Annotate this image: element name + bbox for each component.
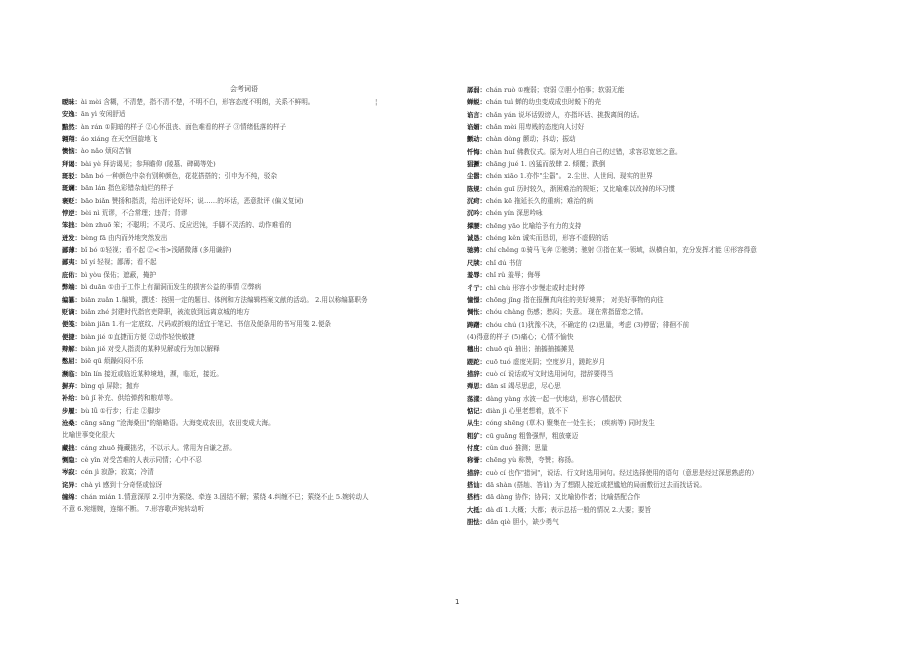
entry-line	[62, 355, 447, 367]
entry-line	[467, 133, 859, 145]
entry-word: 谄言：	[467, 111, 486, 119]
entry-line	[467, 393, 859, 405]
entry-definition: áo xiáng 在天空回旋地飞	[80, 135, 158, 144]
entry-word: 诚恳：	[467, 235, 486, 243]
entry-line	[467, 306, 859, 318]
page-number: 1	[455, 598, 460, 606]
entry-word: 穗出：	[467, 346, 486, 354]
entry-word: 搭讪：	[467, 482, 486, 489]
entry-definition: dā shàn (搭赸、答讪) 为了想跟人接近或把尴尬的局面敷衍过去而找话说。	[485, 481, 706, 489]
entry-definition: diàn jì 心里老想着，放不下	[485, 406, 569, 415]
entry-word: 鄙薄：	[62, 247, 81, 255]
entry-word: 斑斓：	[62, 185, 81, 193]
entry-line	[62, 454, 447, 466]
entry-line	[62, 368, 447, 380]
entry-definition: bù lǚ ①行步；行走 ②脚步	[80, 406, 161, 415]
entry-definition: chán mián 1.情意深厚 2.引申为萦绕、牵连 3.固结不解；萦绕 4.纠缠不已；萦绕不止 5.婉转动人	[80, 493, 369, 501]
entry-definition: dàng yàng 水波一起一伏地动，形容心情起伏	[485, 394, 622, 403]
entry-definition: chǎn yán 说坏话毁谤人，亦指坏话、挑拨离间的话。	[485, 110, 644, 119]
entry-definition: cǔn duó 推测；思量	[485, 443, 548, 452]
cursor-mark: ¦	[375, 98, 378, 106]
entry-line	[467, 257, 859, 269]
entry-line	[467, 282, 859, 294]
entry-line	[62, 343, 447, 355]
entry-line	[62, 294, 447, 306]
entry-definition: chǎn mèi 用卑贱的态度向人讨好	[485, 123, 585, 132]
entry-word: 谄媚：	[467, 124, 486, 132]
entry-definition: chéng kěn 诚实而恳切，形容不虚假的话	[485, 234, 609, 243]
entry-line	[467, 158, 859, 170]
entry-word: 尘嚣：	[467, 173, 486, 181]
entry-word: 孱弱：	[467, 87, 486, 94]
entry-word: 笨拙：	[62, 222, 81, 230]
entry-line	[62, 331, 447, 343]
entry-line	[467, 442, 859, 454]
entry-word: 辩解：	[62, 345, 81, 353]
entry-definition: bìng qì 屏除；抛弃	[80, 381, 140, 390]
entry-definition: bì duān ①由于工作上有漏洞而发生的损害公益的事情 ②弊病	[80, 283, 262, 292]
entry-definition: chóu chàng 伤感；愁闷；失意。 现在常指留恋之情。	[485, 308, 648, 317]
entry-line	[62, 145, 447, 157]
entry-definition: cóng shēng (草木) 聚集在一处生长； (疾病等) 同时发生	[485, 419, 655, 428]
entry-word: 称誉：	[467, 457, 486, 465]
entry-definition: bīn lín 接近或临近某种境地，濒，临近，接近。	[80, 369, 223, 378]
entry-line	[62, 429, 447, 441]
entry-line	[467, 294, 859, 306]
entry-word: 颤动：	[467, 136, 486, 144]
entry-line	[467, 109, 859, 121]
entry-definition: bài yè 拜访谒见；参拜瞻仰 (陵墓、碑碣等处)	[80, 159, 216, 168]
entry-word: 付度：	[467, 444, 486, 452]
entry-word: 驰骋：	[467, 247, 486, 255]
entry-word: 沉疴：	[467, 198, 486, 206]
entry-line	[467, 491, 859, 503]
entry-definition: bèng fā 由内而外地突然发出	[80, 233, 168, 242]
entry-definition: bān bó 一种颜色中杂有别种颜色，花花搭搭的；引申为不纯，驳杂	[80, 172, 278, 181]
entry-line	[62, 417, 447, 429]
entry-word: 沧桑：	[62, 419, 81, 427]
entry-word: 惆怅：	[467, 309, 486, 317]
entry-word: 憋屈：	[62, 358, 81, 366]
entry-definition: chì chù 形容小步慢走或时走时停	[485, 283, 585, 292]
left-column	[62, 96, 447, 516]
document-title: 会考词语	[230, 85, 258, 93]
entry-definition: biàn jiě 对受人指责的某种见解或行为加以解释	[80, 344, 220, 353]
entry-line	[62, 219, 447, 231]
entry-definition: chēng yāo 比喻给予有力的支持	[485, 221, 582, 230]
entry-line	[62, 170, 447, 182]
entry-definition: chāng jué 1. 凶猛而放肆 2. 倾覆；跌倒	[485, 160, 606, 169]
entry-line	[467, 146, 859, 158]
entry-definition: 比喻世事变化很大	[62, 431, 115, 440]
entry-line	[467, 454, 859, 466]
entry-line	[62, 491, 447, 503]
entry-word: 尺牍：	[467, 259, 486, 267]
entry-line	[62, 380, 447, 392]
entry-definition: cū guǎng 粗鲁强悍，粗放豪迈	[485, 431, 579, 440]
entry-definition: chàn huǐ 佛教仪式。原为对人坦白自己的过错，求容忍宽恕之意。	[485, 147, 682, 156]
entry-word: 荡漾：	[467, 395, 486, 403]
entry-line	[62, 306, 447, 318]
entry-definition: cuō tuó 虚度光阴；空度岁月，蹉跎岁月	[485, 357, 606, 366]
entry-line	[62, 182, 447, 194]
entry-definition: chán ruò ①瘦弱；衰弱 ②胆小怕事；软弱无能	[485, 86, 625, 94]
entry-line	[62, 392, 447, 404]
entry-word: 殚思：	[467, 383, 486, 391]
entry-definition: ān yì 安闲舒适	[80, 110, 126, 119]
entry-definition: chàn dòng 颤动；抖动；振动	[485, 135, 576, 144]
entry-definition: biǎn zhé 封建时代指官吏降职，被流放到远离京城的地方	[80, 307, 250, 316]
entry-definition: chán tuì 蝉的幼虫变成成虫时蜕下的壳	[485, 98, 601, 107]
entry-definition: chēng yù 称赞，夸赞；称扬。	[485, 456, 578, 465]
entry-line	[467, 232, 859, 244]
entry-line	[62, 96, 447, 108]
entry-word: 憧憬：	[467, 296, 486, 304]
entry-word: 彳亍：	[467, 284, 486, 292]
entry-line	[62, 158, 447, 170]
entry-definition: chí chěng ①骑马飞奔 ②驰骋；驰射 ③指在某一领域，纵横自如，充分发挥才能 ④形容得意	[485, 246, 757, 255]
entry-word: 步履：	[62, 407, 81, 415]
entry-word: 便笺：	[62, 321, 81, 329]
entry-definition: cén jì 寂静；寂寞；冷清	[80, 468, 154, 477]
entry-line	[467, 195, 859, 207]
entry-line	[467, 244, 859, 256]
entry-definition: cāng sāng "沧海桑田"的缩略语。大海变成农田，农田变成大海。	[80, 418, 275, 427]
entry-word: 悖逆：	[62, 210, 81, 218]
entry-line	[467, 170, 859, 182]
right-column	[467, 84, 859, 528]
entry-word: 濒临：	[62, 370, 81, 378]
entry-definition: bǔ jǐ 补充、供给弹药和粮草等。	[80, 394, 177, 403]
entry-line	[467, 405, 859, 417]
entry-word: 猖獗：	[467, 161, 486, 169]
entry-word: 恻隐：	[62, 456, 81, 464]
entry-definition: àn rán ①阴暗的样子 ②心怀沮丧、面色难看的样子 ③情绪低落的样子	[80, 122, 287, 131]
entry-line	[62, 442, 447, 454]
entry-definition: ào nǎo 烦闷苦恼	[80, 147, 132, 156]
entry-line	[62, 269, 447, 281]
entry-word: 弊端：	[62, 284, 81, 292]
entry-line	[467, 121, 859, 133]
entry-word: 粗犷：	[467, 432, 486, 440]
entry-definition: bǐ bó ①轻视；看不起 ②<书>浅陋微薄 (多用谦辞)	[80, 246, 232, 255]
entry-word: 陈规：	[467, 185, 486, 193]
entry-word: 翱翔：	[62, 136, 81, 144]
entry-line	[467, 319, 859, 331]
entry-word: 懊恼：	[62, 148, 81, 156]
entry-line	[62, 256, 447, 268]
entry-word: 黯然：	[62, 123, 81, 131]
entry-line	[62, 503, 447, 515]
entry-word: 羞辱：	[467, 272, 486, 280]
entry-line	[62, 108, 447, 120]
entry-definition: cuò cí 也作"措词"，说话、行文时选用词句。经过选择使用的语句（意思是经过深思熟虑的）	[485, 468, 758, 477]
entry-line	[467, 380, 859, 392]
entry-line	[62, 479, 447, 491]
entry-line	[62, 195, 447, 207]
entry-line	[62, 121, 447, 133]
entry-definition: chóu chú (1)犹豫不决，不确定的 (2)思量，考虑 (3)停留；徘徊不前	[485, 320, 690, 329]
entry-definition: biàn jiān 1.有一定底纹、尺码或折痕的适宜于笔记、书信及便条用的书写用笺 2.便条	[80, 320, 332, 329]
entry-word: 从生：	[467, 420, 486, 428]
entry-line	[62, 207, 447, 219]
entry-line	[467, 207, 859, 219]
entry-word: 缠绵：	[62, 494, 81, 501]
entry-word: 胆怯：	[467, 519, 486, 527]
entry-word: 诧异：	[62, 481, 81, 489]
entry-definition: ài mèi 含糊，不清楚，指不清不楚，不明不白，形容态度不明朗，关系不鲜明。	[80, 98, 315, 106]
entry-definition: bèi nì 荒谬，不合常理；违背；背谬	[80, 209, 188, 218]
entry-definition: biān zuǎn 1.编辑，撰述：按照一定的题目、体例和方法编辑档案文献的活动。 2.用以称编纂职务	[80, 295, 368, 304]
entry-definition: chǐ dú 书信	[485, 258, 522, 267]
entry-definition: dǎn qiè 胆小，缺少勇气	[485, 518, 559, 527]
entry-word: 措辞：	[467, 469, 486, 477]
entry-word: 暧昧：	[62, 99, 81, 106]
entry-line	[62, 232, 447, 244]
entry-definition: chōng jǐng 指在报酬真向往的美好境界； 对美好事物的向往	[485, 295, 664, 304]
entry-definition: chén kē 拖延长久的重病；难治的病	[485, 197, 594, 206]
entry-definition: chà yì 感到十分奇怪或惊讶	[80, 480, 163, 489]
entry-word: 拜谒：	[62, 160, 81, 168]
entry-definition: chuō qǔ 抽出；抽搐抽搐摊晃	[485, 345, 575, 354]
entry-word: 蝉蜕：	[467, 99, 486, 107]
entry-definition: cè yǐn 对受苦难的人表示同情；心中不忍	[80, 455, 202, 464]
entry-word: 撑腰：	[467, 222, 486, 230]
entry-word: 安逸：	[62, 111, 81, 119]
entry-line	[467, 417, 859, 429]
entry-line	[467, 331, 859, 343]
entry-definition: biē qū 烦躁闷闷不乐	[80, 357, 144, 366]
entry-word: 藏拙：	[62, 444, 81, 452]
entry-definition: biàn jié ①直捷而方便 ②动作轻快敏捷	[80, 332, 195, 341]
entry-definition: chén guī 历时较久，渐困难治的规矩；又比喻难以改掉的坏习惯	[485, 184, 675, 193]
entry-line	[467, 343, 859, 355]
entry-definition: bāo biǎn 赞扬和指责，给出评论好坏；说……的坏话，恶意批评 (偏义复词)	[80, 196, 304, 205]
entry-line	[62, 318, 447, 330]
entry-word: 大抵：	[467, 506, 486, 514]
entry-definition: (4)得意的样子 (5)痛心；心情不愉快	[467, 332, 574, 341]
entry-definition: 不意 6.宛细婉，连绵不断。 7.形容歌声宛转动听	[62, 505, 205, 514]
entry-definition: bèn zhuō 笨；不聪明；不灵巧、反应迟钝，手脚不灵活的、动作难看的	[80, 221, 292, 230]
entry-word: 斑驳：	[62, 173, 81, 181]
entry-line	[467, 504, 859, 516]
entry-definition: dā dàng 协作；协同；又比喻协作者；比喻搭配合作	[485, 493, 641, 502]
entry-line	[467, 84, 859, 96]
entry-line	[62, 466, 447, 478]
entry-line	[62, 281, 447, 293]
entry-definition: chǐ rǔ 羞辱；侮辱	[485, 271, 541, 280]
entry-word: 庇佑：	[62, 271, 81, 279]
entry-line	[467, 479, 859, 491]
entry-word: 便捷：	[62, 333, 81, 341]
entry-definition: bǐ yí 轻视；鄙薄；看不起	[80, 258, 157, 267]
entry-line	[62, 405, 447, 417]
entry-definition: dān sī 竭尽思虑，尽心思	[485, 382, 561, 391]
entry-word: 补给：	[62, 395, 81, 403]
entry-line	[467, 467, 859, 479]
entry-word: 鄙夷：	[62, 259, 81, 267]
entry-word: 踌躇：	[467, 321, 486, 329]
entry-word: 措辞：	[467, 370, 486, 378]
entry-line	[467, 356, 859, 368]
entry-line	[467, 220, 859, 232]
entry-definition: dà dǐ 1.大概；大都；表示总括一般的情况 2.大要；要旨	[485, 505, 652, 514]
entry-line	[467, 269, 859, 281]
entry-word: 岑寂：	[62, 469, 81, 477]
entry-word: 摒弃：	[62, 382, 81, 390]
entry-line	[467, 516, 859, 528]
entry-definition: cuò cí 说话或写文时选用词句，措辞要得当	[485, 369, 614, 378]
entry-line	[467, 183, 859, 195]
entry-line	[467, 430, 859, 442]
entry-definition: cáng zhuō 掩藏拙劣，不以示人。常用为自谦之辞。	[80, 443, 236, 452]
entry-word: 沉吟：	[467, 210, 486, 218]
entry-definition: chén xiāo 1.亦作"尘嚣"。 2.尘世、人世间、现实的世界	[485, 172, 653, 181]
entry-definition: bì yòu 保佑；遮蔽，掩护	[80, 270, 157, 279]
entry-word: 褒贬：	[62, 197, 81, 205]
entry-word: 编纂：	[62, 296, 81, 304]
entry-line	[62, 244, 447, 256]
entry-word: 蹉跎：	[467, 358, 486, 366]
entry-word: 惦记：	[467, 407, 486, 415]
entry-line	[467, 368, 859, 380]
entry-line	[467, 96, 859, 108]
entry-word: 迸发：	[62, 234, 81, 242]
entry-word: 忏悔：	[467, 148, 486, 156]
entry-definition: bān lán 指色彩错杂灿烂的样子	[80, 184, 174, 193]
entry-line	[62, 133, 447, 145]
entry-definition: chén yín 深思吟咏	[485, 209, 543, 218]
entry-word: 贬谪：	[62, 308, 81, 316]
entry-word: 搭档：	[467, 494, 486, 502]
